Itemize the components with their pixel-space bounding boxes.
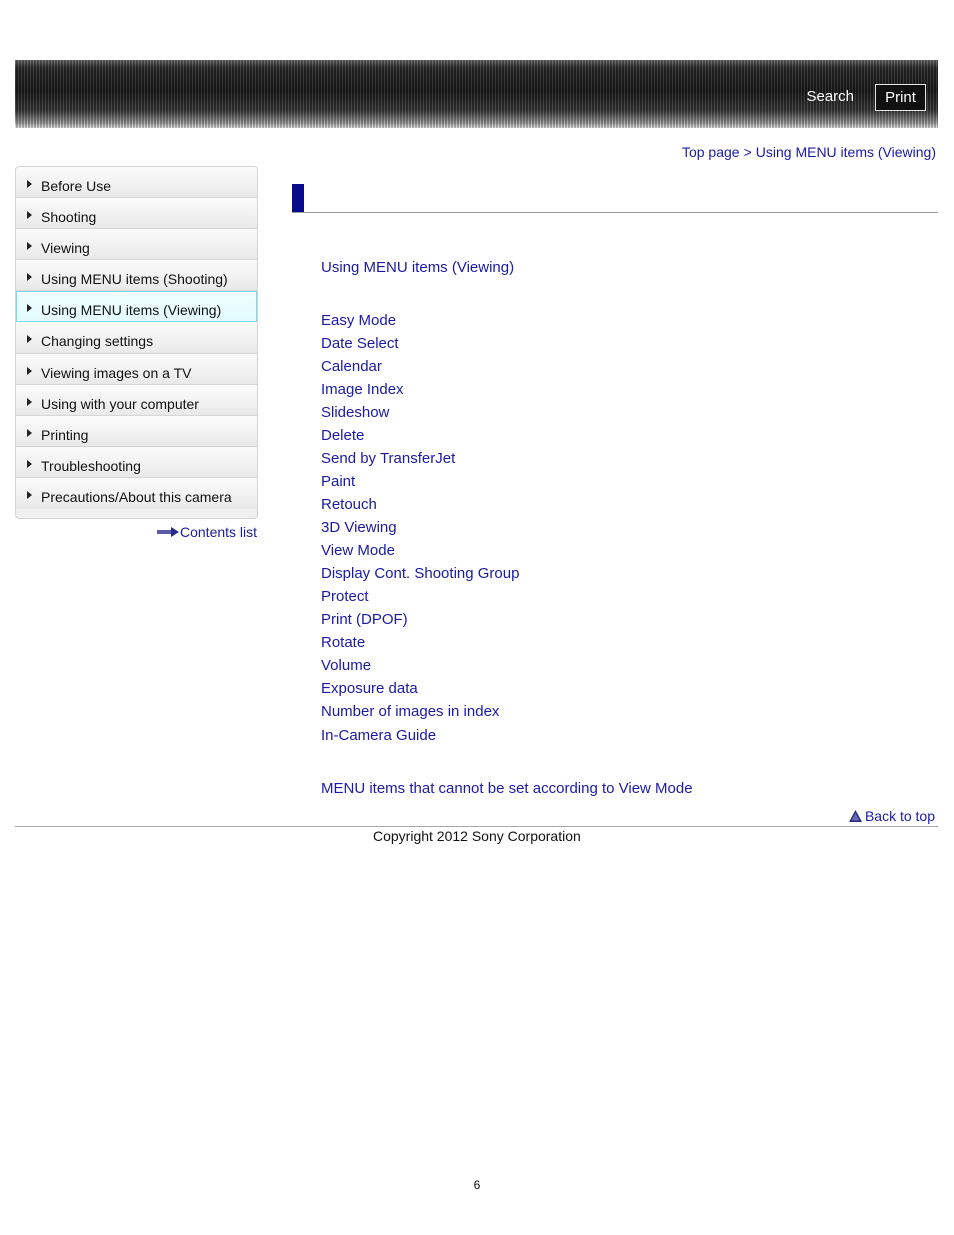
link-delete[interactable]: Delete — [321, 427, 365, 444]
sidebar-item-label: Using MENU items (Viewing) — [41, 302, 222, 319]
sidebar-item-printing[interactable] — [16, 416, 257, 447]
back-to-top-link[interactable] — [849, 808, 935, 824]
sidebar-item-label: Before Use — [41, 178, 112, 194]
sidebar-item-viewing-on-tv[interactable] — [16, 354, 257, 385]
title-underline — [292, 212, 938, 213]
triangle-right-icon — [27, 491, 32, 499]
breadcrumb — [682, 144, 936, 160]
copyright-text: Copyright 2012 Sony Corporation — [373, 828, 581, 844]
link-view-mode[interactable]: View Mode — [321, 542, 395, 559]
page-number: 6 — [473, 1178, 481, 1192]
main-content — [321, 258, 693, 797]
triangle-right-icon — [27, 180, 32, 188]
link-3d-viewing[interactable]: 3D Viewing — [321, 519, 397, 536]
triangle-right-icon — [27, 460, 32, 468]
link-rotate[interactable]: Rotate — [321, 634, 366, 652]
sidebar-item-label: Precautions/About this camera — [41, 488, 232, 505]
sidebar-item-label: Viewing images on a TV — [41, 364, 192, 381]
link-slideshow[interactable]: Slideshow — [321, 404, 390, 421]
link-easy-mode[interactable]: Easy Mode — [321, 312, 397, 329]
triangle-right-icon — [27, 273, 32, 281]
sidebar-item-menu-shooting[interactable] — [16, 260, 257, 291]
triangle-up-icon — [849, 810, 862, 822]
triangle-right-icon — [27, 242, 32, 250]
link-print-dpof[interactable]: Print (DPOF) — [321, 611, 408, 629]
sidebar-item-viewing[interactable] — [16, 229, 257, 260]
triangle-right-icon — [27, 304, 32, 312]
sidebar-item-label: Troubleshooting — [41, 457, 141, 474]
triangle-right-icon — [27, 335, 32, 343]
header-bar — [15, 60, 938, 128]
triangle-right-icon — [27, 429, 32, 437]
link-date-select[interactable]: Date Select — [321, 335, 399, 352]
link-number-of-images-in-index[interactable]: Number of images in index — [321, 703, 500, 721]
triangle-right-icon — [27, 211, 32, 219]
link-protect[interactable]: Protect — [321, 588, 369, 605]
sidebar-item-label: Changing settings — [41, 333, 154, 350]
sidebar-item-label: Printing — [41, 426, 89, 443]
contents-list-link[interactable] — [157, 524, 257, 540]
section-heading-link[interactable]: Using MENU items (Viewing) — [321, 259, 515, 276]
title-accent-bar — [292, 184, 304, 213]
link-calendar[interactable]: Calendar — [321, 358, 382, 375]
breadcrumb-top-page[interactable]: Top page — [681, 144, 740, 160]
triangle-right-icon — [27, 367, 32, 375]
triangle-right-icon — [27, 398, 32, 406]
sidebar-item-label: Using MENU items (Shooting) — [41, 271, 228, 288]
link-volume[interactable]: Volume — [321, 657, 372, 675]
link-retouch[interactable]: Retouch — [321, 496, 377, 513]
sidebar-item-label: Shooting — [41, 209, 97, 226]
link-paint[interactable]: Paint — [321, 473, 356, 490]
link-send-by-transferjet[interactable]: Send by TransferJet — [321, 450, 456, 467]
sidebar-item-label: Using with your computer — [41, 395, 199, 412]
sidebar-item-troubleshooting[interactable] — [16, 447, 257, 478]
link-cannot-be-set-by-view-mode[interactable]: MENU items that cannot be set according to View Mode — [321, 780, 693, 797]
footer-divider — [15, 826, 938, 827]
back-to-top-label: Back to top — [864, 808, 935, 824]
page-title-block — [292, 184, 938, 213]
search-link[interactable]: Search — [806, 88, 854, 105]
sidebar-item-label: Viewing — [41, 240, 90, 257]
sidebar-item-menu-viewing[interactable] — [16, 291, 257, 322]
link-display-cont-shooting-group[interactable]: Display Cont. Shooting Group — [321, 565, 520, 582]
arrow-right-icon — [157, 527, 179, 537]
menu-item-list — [321, 311, 519, 749]
sidebar-nav — [15, 166, 258, 519]
sidebar-item-changing-settings[interactable] — [16, 322, 257, 353]
contents-list-label: Contents list — [180, 524, 258, 540]
link-image-index[interactable]: Image Index — [321, 381, 404, 398]
sidebar-item-using-with-computer[interactable] — [16, 385, 257, 416]
breadcrumb-current[interactable]: Using MENU items (Viewing) — [755, 144, 936, 160]
breadcrumb-separator: > — [743, 144, 752, 160]
print-button[interactable]: Print — [875, 84, 926, 111]
link-exposure-data[interactable]: Exposure data — [321, 680, 418, 698]
sidebar-item-shooting[interactable] — [16, 198, 257, 229]
sidebar-item-before-use[interactable] — [16, 167, 257, 198]
link-in-camera-guide[interactable]: In-Camera Guide — [321, 726, 437, 744]
sidebar-item-precautions[interactable] — [16, 478, 257, 509]
